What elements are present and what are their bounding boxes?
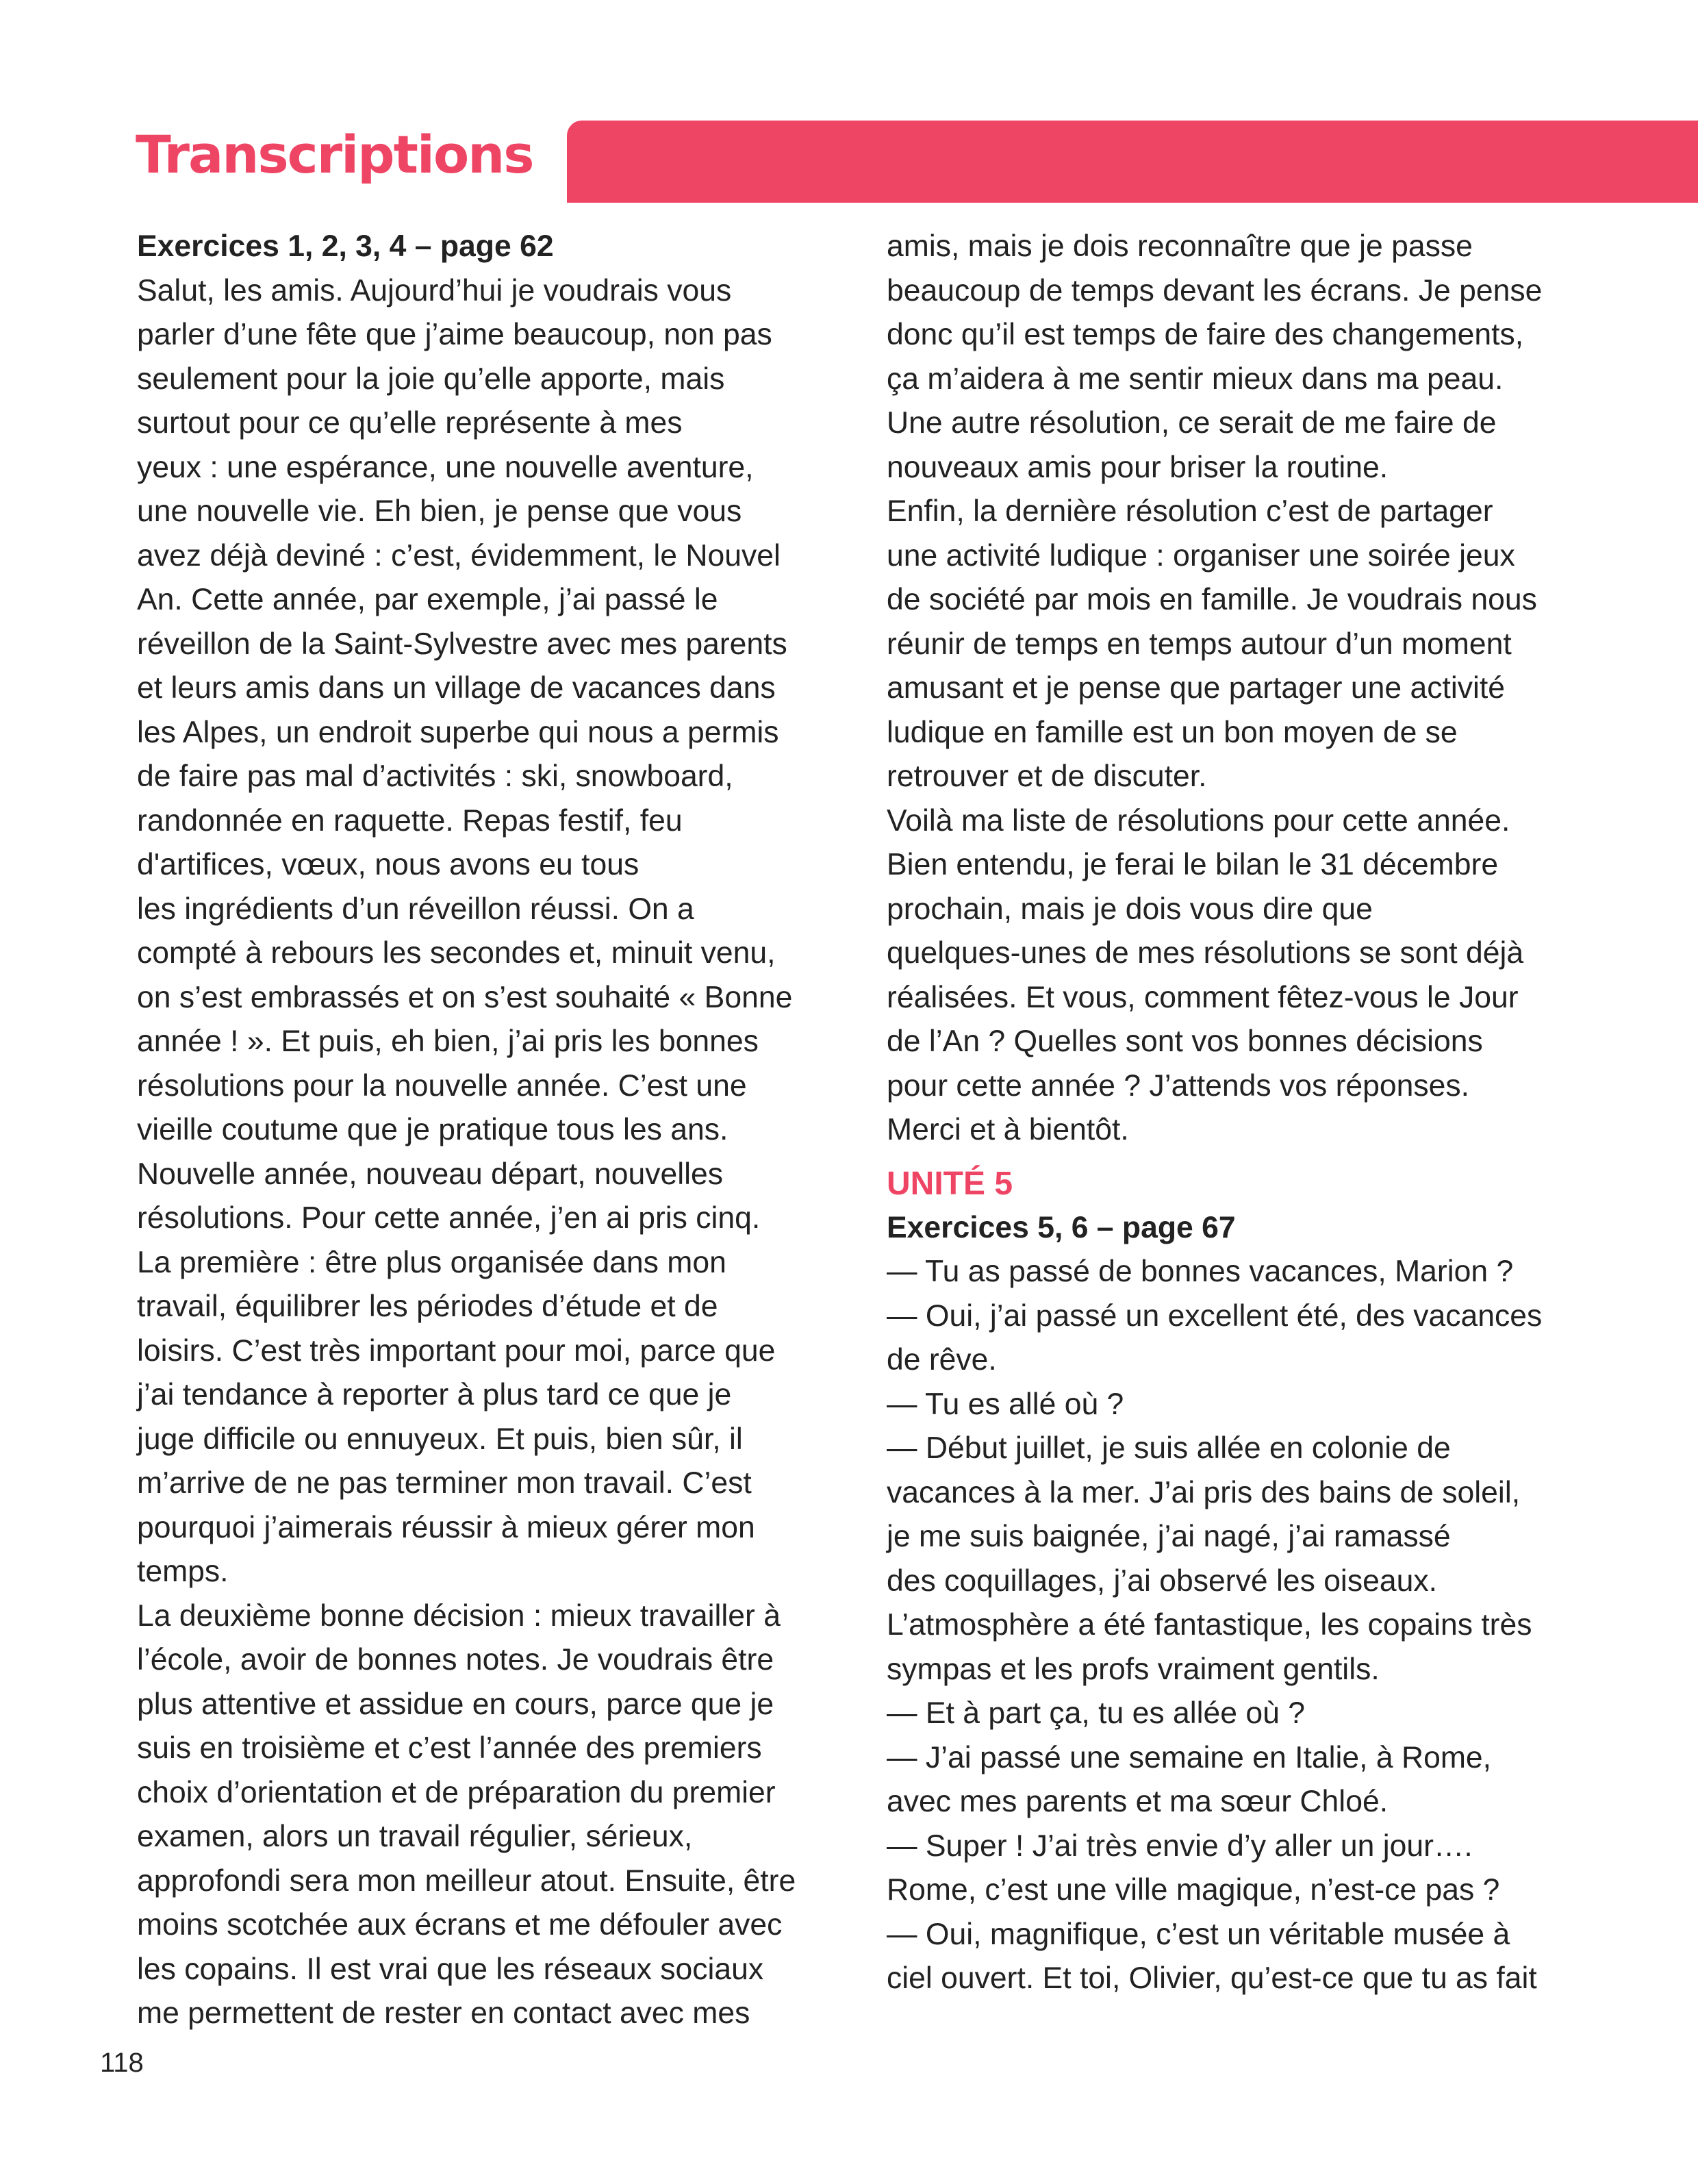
text-line: — Oui, magnifique, c’est un véritable musée à (887, 1917, 1510, 1951)
text-line: surtout pour ce qu’elle représente à mes (137, 406, 683, 440)
text-line: approfondi sera mon meilleur atout. Ensuite, être (137, 1863, 796, 1898)
text-line: randonnée en raquette. Repas festif, feu (137, 803, 683, 838)
text-line: — Tu es allé où ? (887, 1387, 1124, 1421)
text-line: je me suis baignée, j’ai nagé, j’ai ramassé (887, 1520, 1451, 1553)
text-line: moins scotchée aux écrans et me défouler avec (137, 1908, 783, 1942)
text-line: Une autre résolution, ce serait de me faire de (887, 406, 1497, 440)
text-line: La première : être plus organisée dans mon (137, 1245, 726, 1279)
text-line: plus attentive et assidue en cours, parce que je (137, 1687, 774, 1721)
text-line: résolutions pour la nouvelle année. C’est une (137, 1068, 747, 1103)
text-line: réalisées. Et vous, comment fêtez-vous le Jour (887, 980, 1519, 1014)
text-line: parler d’une fête que j’aime beaucoup, non pas (137, 318, 772, 351)
text-line: prochain, mais je dois vous dire que (887, 892, 1373, 926)
text-line: yeux : une espérance, une nouvelle aventure, (137, 450, 754, 484)
text-line: Salut, les amis. Aujourd’hui je voudrais vous (137, 273, 732, 307)
text-line: examen, alors un travail régulier, sérieux, (137, 1820, 693, 1853)
left-column (137, 225, 856, 2036)
header-accent-bar (567, 121, 1698, 203)
text-line: — Et à part ça, tu es allée où ? (887, 1696, 1305, 1730)
text-line: réunir de temps en temps autour d’un moment (887, 627, 1512, 661)
text-line: choix d’orientation et de préparation du premier (137, 1775, 776, 1809)
text-line: résolutions. Pour cette année, j’en ai pris cinq. (137, 1201, 761, 1235)
text-line: de l’An ? Quelles sont vos bonnes décisions (887, 1025, 1483, 1058)
text-line: suis en troisième et c’est l’année des premiers (137, 1731, 762, 1765)
text-line: — J’ai passé une semaine en Italie, à Rome, (887, 1740, 1492, 1774)
text-line: amis, mais je dois reconnaître que je passe (887, 229, 1473, 263)
text-line: — Super ! J’ai très envie d’y aller un jour…. (887, 1829, 1473, 1863)
text-line: ludique en famille est un bon moyen de se (887, 715, 1458, 749)
text-line: de société par mois en famille. Je voudrais nous (887, 583, 1537, 616)
text-line: temps. (137, 1555, 229, 1588)
text-line: et leurs amis dans un village de vacances dans (137, 671, 776, 705)
text-line: les ingrédients d’un réveillon réussi. On a (137, 892, 694, 926)
text-line: — Tu as passé de bonnes vacances, Marion ? (887, 1255, 1514, 1288)
text-line: Enfin, la dernière résolution c’est de partager (887, 494, 1493, 528)
text-line: des coquillages, j’ai observé les oiseaux. (887, 1564, 1437, 1598)
unit-heading: UNITÉ 5 (887, 1165, 1013, 1202)
text-line: Nouvelle année, nouveau départ, nouvelles (137, 1157, 724, 1191)
text-line: m’arrive de ne pas terminer mon travail. C’est (137, 1466, 752, 1500)
text-line: avez déjà deviné : c’est, évidemment, le Nouvel (137, 538, 781, 573)
text-line: An. Cette année, par exemple, j’ai passé le (137, 583, 718, 616)
page-number: 118 (100, 2048, 144, 2078)
text-line: quelques-unes de mes résolutions se sont déjà (887, 936, 1524, 970)
exercise-heading-2: Exercices 5, 6 – page 67 (887, 1210, 1236, 1244)
text-line: La deuxième bonne décision : mieux travailler à (137, 1598, 781, 1633)
text-line: on s’est embrassés et on s’est souhaité « Bonne (137, 980, 793, 1014)
text-line: pourquoi j’aimerais réussir à mieux gérer mon (137, 1510, 755, 1544)
text-line: avec mes parents et ma sœur Chloé. (887, 1785, 1389, 1818)
text-line: — Début juillet, je suis allée en colonie de (887, 1431, 1451, 1465)
right-column (887, 225, 1630, 2001)
page-title: Transcriptions (136, 124, 533, 185)
text-line: loisirs. C’est très important pour moi, parce que (137, 1333, 776, 1368)
text-line: juge difficile ou ennuyeux. Et puis, bien sûr, il (137, 1422, 743, 1456)
text-line: — Oui, j’ai passé un excellent été, des vacances (887, 1298, 1543, 1333)
text-line: Voilà ma liste de résolutions pour cette année. (887, 803, 1510, 838)
text-line: année ! ». Et puis, eh bien, j’ai pris les bonnes (137, 1025, 759, 1058)
text-line: compté à rebours les secondes et, minuit venu, (137, 936, 776, 970)
text-line: pour cette année ? J’attends vos réponses. (887, 1068, 1469, 1103)
text-line: l’école, avoir de bonnes notes. Je voudrais être (137, 1643, 774, 1677)
text-line: ciel ouvert. Et toi, Olivier, qu’est-ce que tu as fait (887, 1961, 1537, 1995)
text-line: les Alpes, un endroit superbe qui nous a permis (137, 715, 779, 749)
text-line: une nouvelle vie. Eh bien, je pense que vous (137, 494, 742, 528)
text-line: L’atmosphère a été fantastique, les copains très (887, 1608, 1532, 1642)
text-line: travail, équilibrer les périodes d’étude et de (137, 1290, 718, 1323)
text-line: vacances à la mer. J’ai pris des bains de soleil, (887, 1475, 1521, 1509)
text-line: de faire pas mal d’activités : ski, snowboard, (137, 760, 733, 793)
text-line: de rêve. (887, 1343, 997, 1377)
text-line: réveillon de la Saint-Sylvestre avec mes parents (137, 627, 787, 661)
exercise-heading: Exercices 1, 2, 3, 4 – page 62 (137, 229, 554, 263)
text-line: j’ai tendance à reporter à plus tard ce que je (137, 1378, 732, 1411)
text-line: seulement pour la joie qu’elle apporte, mais (137, 362, 725, 396)
text-line: sympas et les profs vraiment gentils. (887, 1652, 1380, 1686)
text-line: donc qu’il est temps de faire des changements, (887, 318, 1524, 351)
text-line: retrouver et de discuter. (887, 760, 1207, 793)
text-line: amusant et je pense que partager une activité (887, 671, 1505, 705)
text-line: Bien entendu, je ferai le bilan le 31 décembre (887, 848, 1499, 881)
text-line: Merci et à bientôt. (887, 1113, 1129, 1146)
text-line: d'artifices, vœux, nous avons eu tous (137, 848, 639, 881)
text-line: les copains. Il est vrai que les réseaux sociaux (137, 1952, 764, 1986)
left-column-text (137, 269, 856, 2036)
text-line: une activité ludique : organiser une soirée jeux (887, 538, 1515, 573)
text-line: beaucoup de temps devant les écrans. Je pense (887, 273, 1543, 307)
text-line: vieille coutume que je pratique tous les ans. (137, 1113, 728, 1146)
text-line: ça m’aidera à me sentir mieux dans ma peau. (887, 362, 1504, 396)
text-line: nouveaux amis pour briser la routine. (887, 450, 1389, 484)
right-column-text-part1 (887, 225, 1630, 1153)
right-column-text-part2 (887, 1250, 1630, 2001)
text-line: me permettent de rester en contact avec mes (137, 1996, 750, 2030)
text-line: Rome, c’est une ville magique, n’est-ce pas ? (887, 1873, 1500, 1907)
